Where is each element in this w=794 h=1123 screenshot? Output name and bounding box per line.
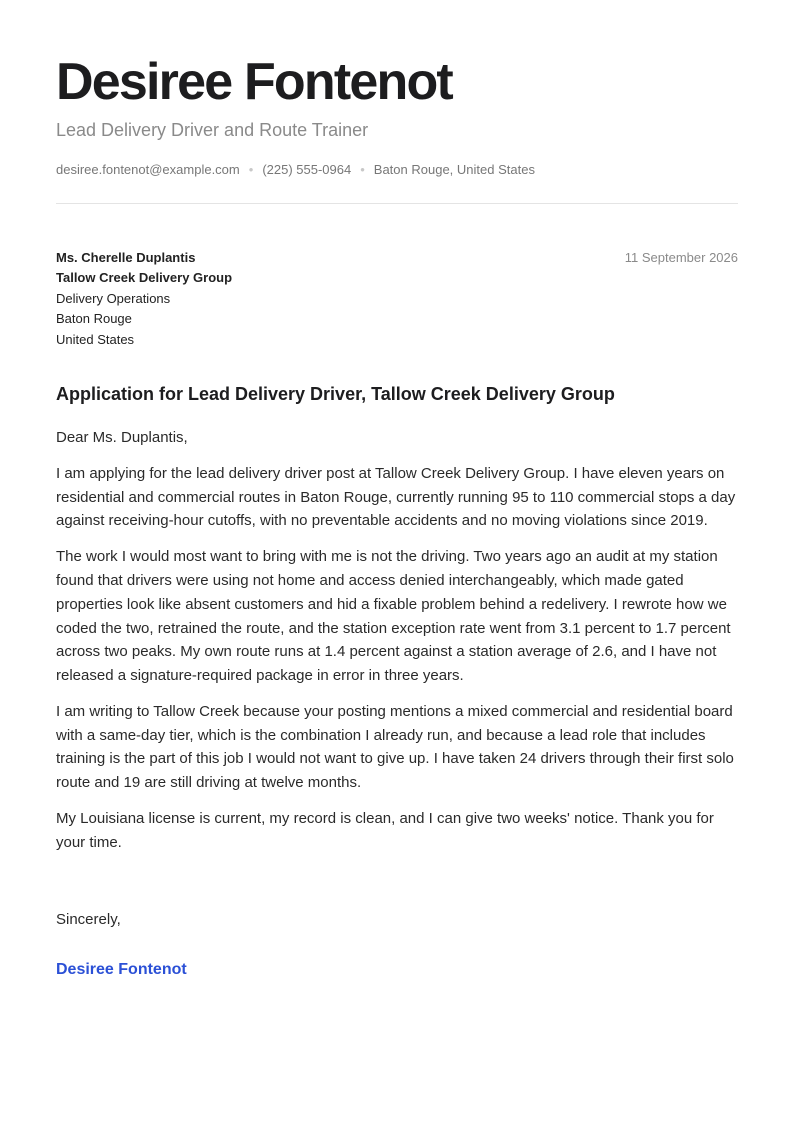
closing: Sincerely,	[56, 911, 121, 928]
body-paragraph: I am writing to Tallow Creek because your posting mentions a mixed commercial and residential board with a same-day tier, which is the combination I already run, and because a lead role that includes training is the part of this job I would not want to give up. I have taken 24 drivers through their first solo route and 19 are still driving at twelve months.	[56, 702, 734, 792]
body-paragraph: I am applying for the lead delivery driver post at Tallow Creek Delivery Group. I have eleven years on residential and commercial routes in Baton Rouge, currently running 95 to 110 commercial stops a day against receiving-hour cutoffs, with no preventable accidents and no moving violations since 2019.	[56, 465, 736, 530]
recipient-block	[56, 248, 232, 350]
header-divider	[56, 203, 738, 204]
contact-phone[interactable]: (225) 555-0964	[262, 162, 352, 177]
body-paragraph: My Louisiana license is current, my record is clean, and I can give two weeks' notice. Thank you for your time.	[56, 810, 714, 851]
letter-date: 11 September 2026	[624, 250, 738, 265]
recipient-name: Ms. Cherelle Duplantis	[56, 250, 196, 265]
separator-dot: •	[248, 162, 254, 177]
salutation: Dear Ms. Duplantis,	[56, 429, 188, 446]
signature: Desiree Fontenot	[56, 961, 187, 978]
contact-line	[56, 161, 535, 179]
applicant-name: Desiree Fontenot	[56, 53, 452, 111]
letter-body	[56, 426, 746, 867]
recipient-country: United States	[56, 331, 135, 347]
contact-location: Baton Rouge, United States	[373, 162, 535, 177]
recipient-department: Delivery Operations	[56, 290, 171, 306]
applicant-title: Lead Delivery Driver and Route Trainer	[56, 120, 369, 140]
recipient-company: Tallow Creek Delivery Group	[56, 270, 233, 286]
contact-email[interactable]: desiree.fontenot@example.com	[56, 162, 240, 177]
letter-subject: Application for Lead Delivery Driver, Tallow Creek Delivery Group	[56, 384, 615, 404]
body-paragraph: The work I would most want to bring with me is not the driving. Two years ago an audit at my station found that drivers were using not home and access denied interchangeably, which made gated properties look like absent customers and hid a fixable problem behind a redelivery. I rewrote how we coded the two, retrained the route, and the station exception rate went from 3.1 percent to 1.7 percent across two peaks. My own route runs at 1.4 percent against a station average of 2.6, and I have not released a signature-required package in error in three years.	[56, 548, 731, 684]
separator-dot: •	[360, 162, 365, 177]
recipient-city: Baton Rouge	[56, 311, 132, 327]
